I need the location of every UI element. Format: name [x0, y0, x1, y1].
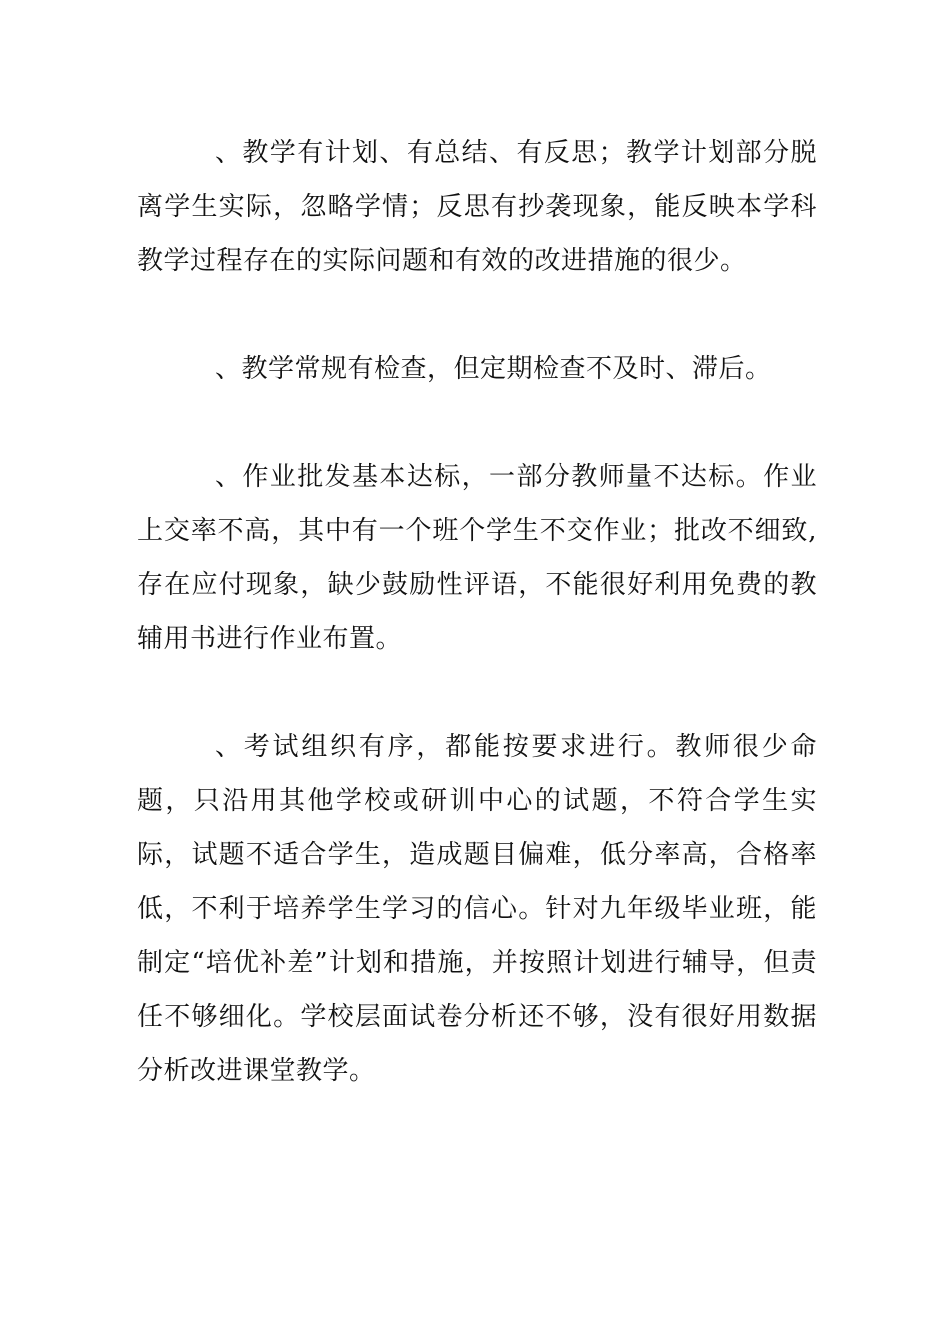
paragraph-teaching-plan: 、教学有计划、有总结、有反思；教学计划部分脱离学生实际，忽略学情；反思有抄袭现象，能反映本学科教学过程存在的实际问题和有效的改进措施的很少。: [137, 138, 817, 276]
paragraph-routine-inspection: 、教学常规有检查，但定期检查不及时、滞后。: [215, 354, 772, 384]
paragraph-gap: [137, 396, 817, 450]
paragraph-examination: 、考试组织有序，都能按要求进行。教师很少命题，只沿用其他学校或研训中心的试题，不符合学生实际，试题不适合学生，造成题目偏难，低分率高，合格率低，不利于培养学生学习的信心。针对九年级毕业班，能制定“培优补差”计划和措施，并按照计划进行辅导，但责任不够细化。学校层面试卷分析还不够，没有很好用数据分析改进课堂教学。: [137, 732, 817, 1086]
paragraph-homework: 、作业批发基本达标，一部分教师量不达标。作业上交率不高，其中有一个班个学生不交作业；批改不细致,存在应付现象，缺少鼓励性评语，不能很好利用免费的教辅用书进行作业布置。: [137, 462, 817, 654]
paragraph-gap: [137, 288, 817, 342]
document-body: [137, 126, 817, 1098]
paragraph-gap: [137, 666, 817, 720]
